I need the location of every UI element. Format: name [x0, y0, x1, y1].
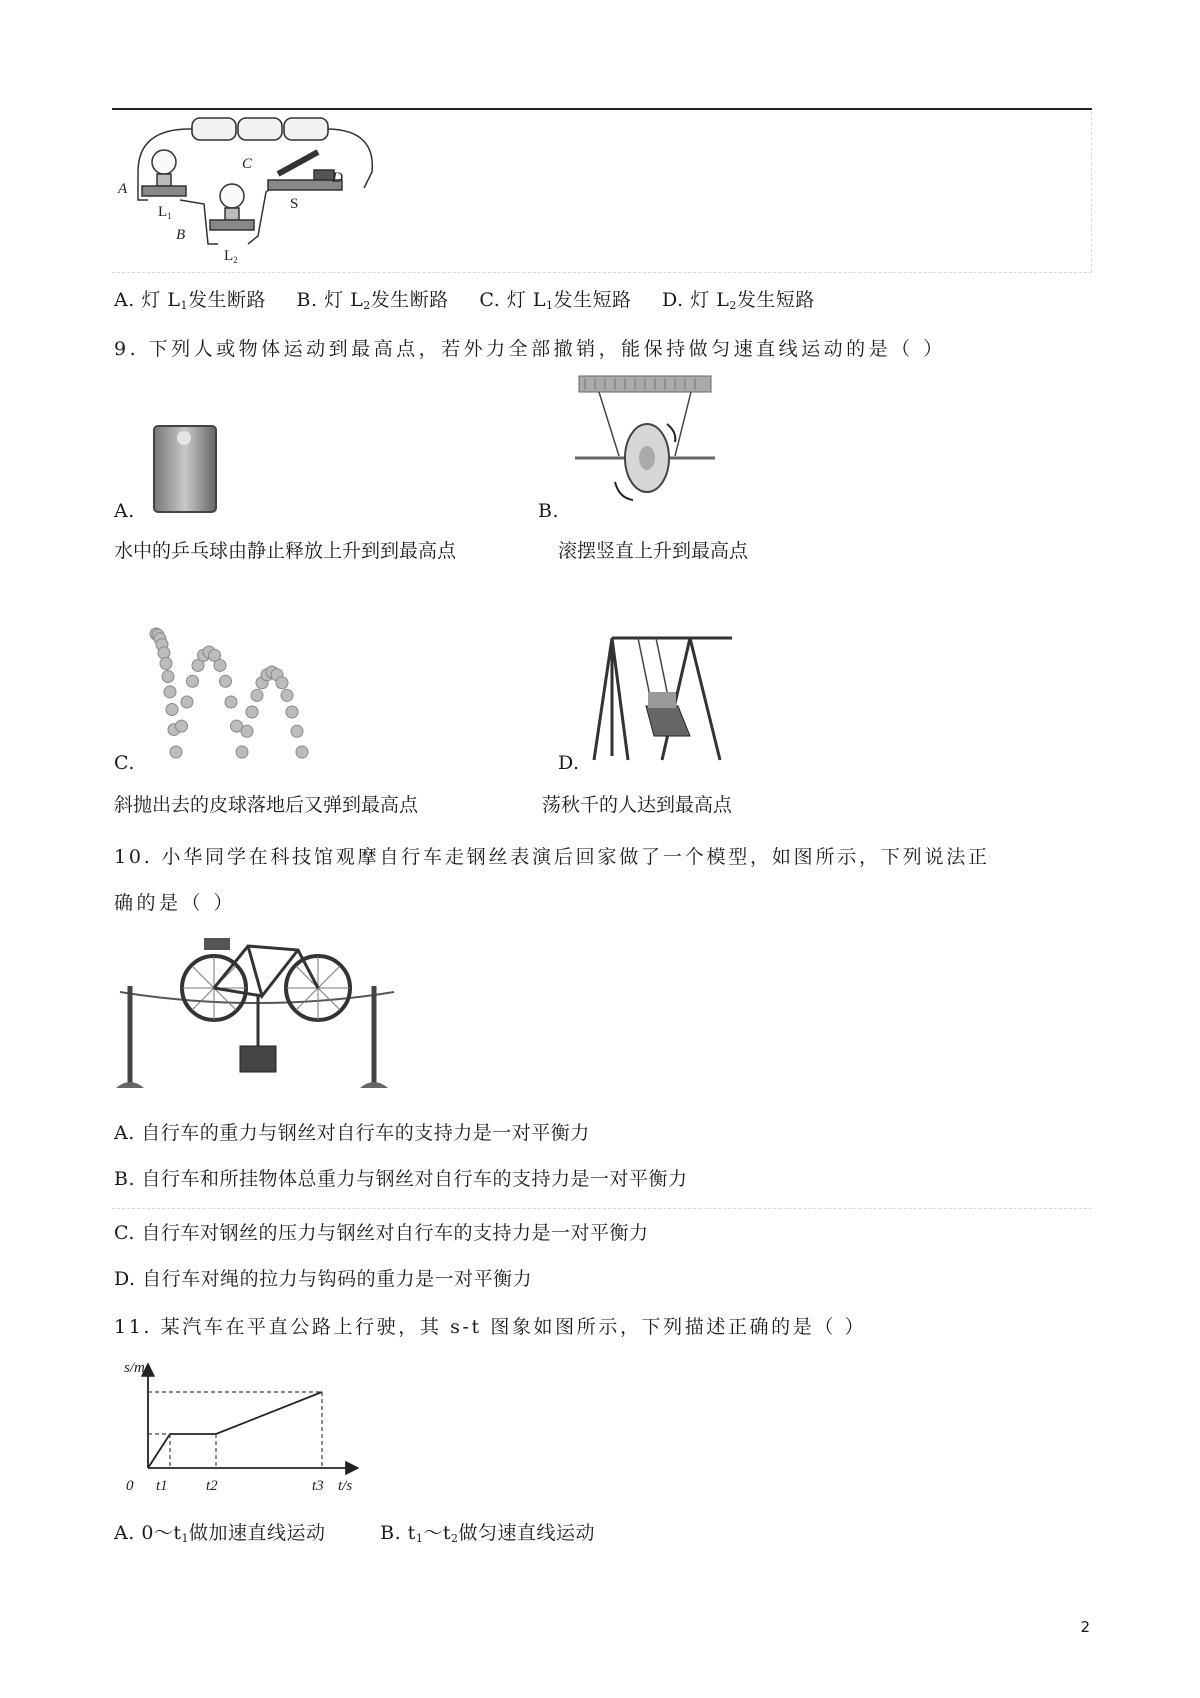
q9-option-b[interactable]: B. [538, 500, 560, 522]
ball-position [170, 746, 182, 758]
y-axis-label: s/m [124, 1360, 145, 1376]
circuit-figure [118, 112, 388, 272]
q10-option-c[interactable]: C. 自行车对钢丝的压力与钢丝对自行车的支持力是一对平衡力 [114, 1222, 649, 1244]
label-c: C [242, 156, 253, 172]
bicycle-wire-image [112, 936, 402, 1096]
ball-position [166, 704, 178, 716]
ball-position [246, 706, 258, 718]
label-l2: $L_2$ [224, 248, 238, 265]
q10-option-a[interactable]: A. 自行车的重力与钢丝对自行车的支持力是一对平衡力 [114, 1122, 590, 1144]
ball-position [276, 677, 288, 689]
st-line [148, 1392, 322, 1468]
ball-position [296, 746, 308, 758]
q11-option-a[interactable]: A. $0\sim t_1$做加速直线运动 [114, 1522, 326, 1545]
ball-position [291, 725, 303, 737]
q10-stem-line1: 10. 小华同学在科技馆观摩自行车走钢丝表演后回家做了一个模型，如图所示，下列说法正 [114, 846, 990, 868]
tick-t3: t3 [312, 1478, 324, 1494]
ball-position [160, 658, 172, 670]
q8-option-c[interactable]: C. 灯 L1发生短路 [479, 289, 632, 312]
q11-stem: 11. 某汽车在平直公路上行驶，其 s-t 图象如图所示，下列描述正确的是（ ） [114, 1316, 867, 1338]
bulb-l2 [210, 184, 254, 230]
tick-t1: t1 [156, 1478, 168, 1494]
q10-option-b[interactable]: B. 自行车和所挂物体总重力与钢丝对自行车的支持力是一对平衡力 [114, 1168, 688, 1190]
maxwell-wheel-image [575, 372, 715, 522]
label-s: S [290, 196, 299, 212]
ball-position [241, 725, 253, 737]
q8-option-b[interactable]: B. 灯 L2发生断路 [296, 289, 449, 312]
q8-option-d[interactable]: D. 灯 L2发生短路 [662, 289, 815, 312]
dashed-divider [112, 272, 1092, 273]
origin-label: 0 [126, 1478, 134, 1494]
swing-image [590, 624, 740, 764]
q9-option-d[interactable]: D. [558, 752, 580, 774]
header-rule [112, 108, 1092, 110]
q9-option-a[interactable]: A. [114, 500, 135, 522]
q9-option-c[interactable]: C. [114, 752, 135, 774]
ball-position [220, 675, 232, 687]
ball-position [251, 689, 263, 701]
q9-caption-b: 滚摆竖直上升到最高点 [558, 540, 749, 562]
ball-position [214, 659, 226, 671]
bouncing-ball-image [150, 628, 340, 764]
dashed-divider [112, 1208, 1092, 1209]
ball-position [181, 696, 193, 708]
q11-option-b[interactable]: B. $t_1\sim t_2$做匀速直线运动 [380, 1522, 595, 1545]
switch-s [268, 152, 342, 190]
ball-position [281, 689, 293, 701]
battery-cells [192, 118, 328, 140]
tick-t2: t2 [206, 1478, 218, 1494]
bulb-l1 [142, 150, 186, 196]
x-axis-label: t/s [338, 1478, 353, 1494]
q10-option-d[interactable]: D. 自行车对绳的拉力与钩码的重力是一对平衡力 [114, 1268, 533, 1290]
label-d: D [332, 170, 343, 186]
q10-stem-line2: 确的是（ ） [114, 892, 237, 914]
q9-caption-a: 水中的乒乓球由静止释放上升到到最高点 [114, 540, 457, 562]
ball-position [158, 647, 170, 659]
q9-caption-c: 斜抛出去的皮球落地后又弹到最高点 [114, 794, 419, 816]
ball-position [164, 686, 176, 698]
ball-position [187, 675, 199, 687]
page-number: 2 [1080, 1618, 1090, 1636]
label-l1: $L_1$ [158, 204, 172, 221]
ball-position [225, 696, 237, 708]
ball-position [176, 720, 188, 732]
q9-stem: 9. 下列人或物体运动到最高点，若外力全部撤销，能保持做匀速直线运动的是（ ） [114, 338, 946, 360]
ball-position [162, 670, 174, 682]
q8-option-a[interactable]: A. 灯 L1发生断路 [114, 289, 266, 312]
q11-options [114, 1518, 595, 1545]
q9-caption-d: 荡秋千的人达到最高点 [542, 794, 733, 816]
ball-position [236, 746, 248, 758]
ball-position [286, 706, 298, 718]
label-a: A [118, 181, 128, 197]
q8-options [114, 285, 815, 312]
dashed-margin [1091, 112, 1092, 272]
beaker-image [150, 422, 220, 514]
st-graph [124, 1358, 374, 1498]
label-b: B [176, 227, 186, 243]
